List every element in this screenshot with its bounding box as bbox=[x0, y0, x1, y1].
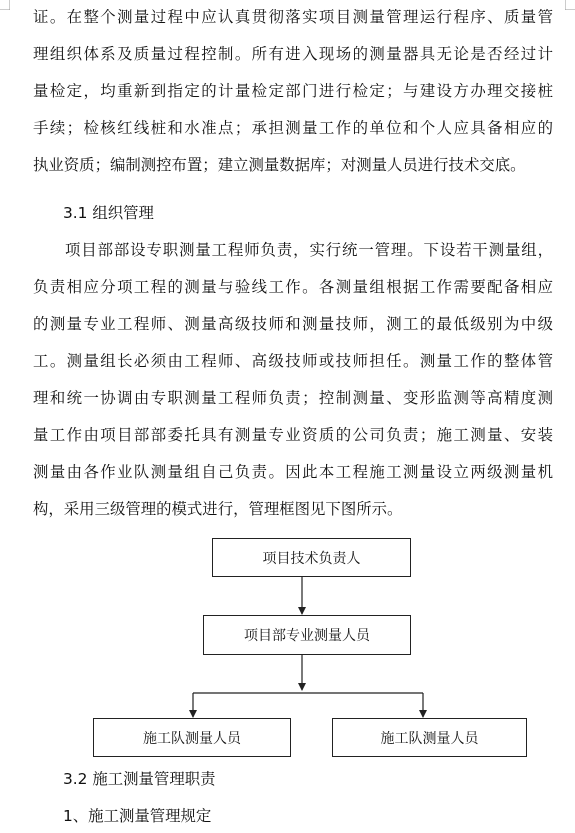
paragraph-line: 执业资质；编制测控布置；建立测量数据库；对测量人员进行技术交底。 bbox=[33, 156, 526, 174]
section-heading: 3.1 组织管理 bbox=[63, 204, 154, 222]
paragraph-line: 理和统一协调由专职测量工程师负责；控制测量、变形监测等高精度测 bbox=[33, 389, 553, 407]
page-corner-mark bbox=[565, 0, 575, 10]
org-box-team-surveyor-left: 施工队测量人员 bbox=[93, 718, 291, 757]
org-box-team-surveyor-right: 施工队测量人员 bbox=[332, 718, 527, 757]
org-box-project-surveyor: 项目部专业测量人员 bbox=[203, 615, 411, 655]
paragraph-line: 理组织体系及质量过程控制。所有进入现场的测量器具无论是否经过计 bbox=[33, 45, 553, 63]
paragraph-line: 量检定，均重新到指定的计量检定部门进行检定；与建设方办理交接桩 bbox=[33, 82, 553, 100]
page-corner-mark bbox=[0, 0, 10, 10]
paragraph-line: 的测量专业工程师、测量高级技师和测量技师，测工的最低级别为中级 bbox=[33, 315, 553, 333]
paragraph-line: 证。在整个测量过程中应认真贯彻落实项目测量管理运行程序、质量管 bbox=[33, 8, 553, 26]
paragraph-line: 量工作由项目部部委托具有测量专业资质的公司负责；施工测量、安装 bbox=[33, 426, 553, 444]
paragraph-line: 项目部部设专职测量工程师负责，实行统一管理。下设若干测量组， bbox=[65, 241, 553, 259]
paragraph-line: 构，采用三级管理的模式进行，管理框图见下图所示。 bbox=[33, 500, 403, 518]
section-heading: 3.2 施工测量管理职责 bbox=[63, 770, 216, 788]
paragraph-line: 测量由各作业队测量组自己负责。因此本工程施工测量设立两级测量机 bbox=[33, 463, 553, 481]
paragraph-line: 负责相应分项工程的测量与验线工作。各测量组根据工作需要配备相应 bbox=[33, 278, 553, 296]
list-item-heading: 1、施工测量管理规定 bbox=[63, 807, 212, 825]
org-box-technical-lead: 项目技术负责人 bbox=[212, 538, 411, 577]
paragraph-line: 手续；检核红线桩和水准点；承担测量工作的单位和个人应具备相应的 bbox=[33, 119, 553, 137]
paragraph-line: 工。测量组长必须由工程师、高级技师或技师担任。测量工作的整体管 bbox=[33, 352, 553, 370]
